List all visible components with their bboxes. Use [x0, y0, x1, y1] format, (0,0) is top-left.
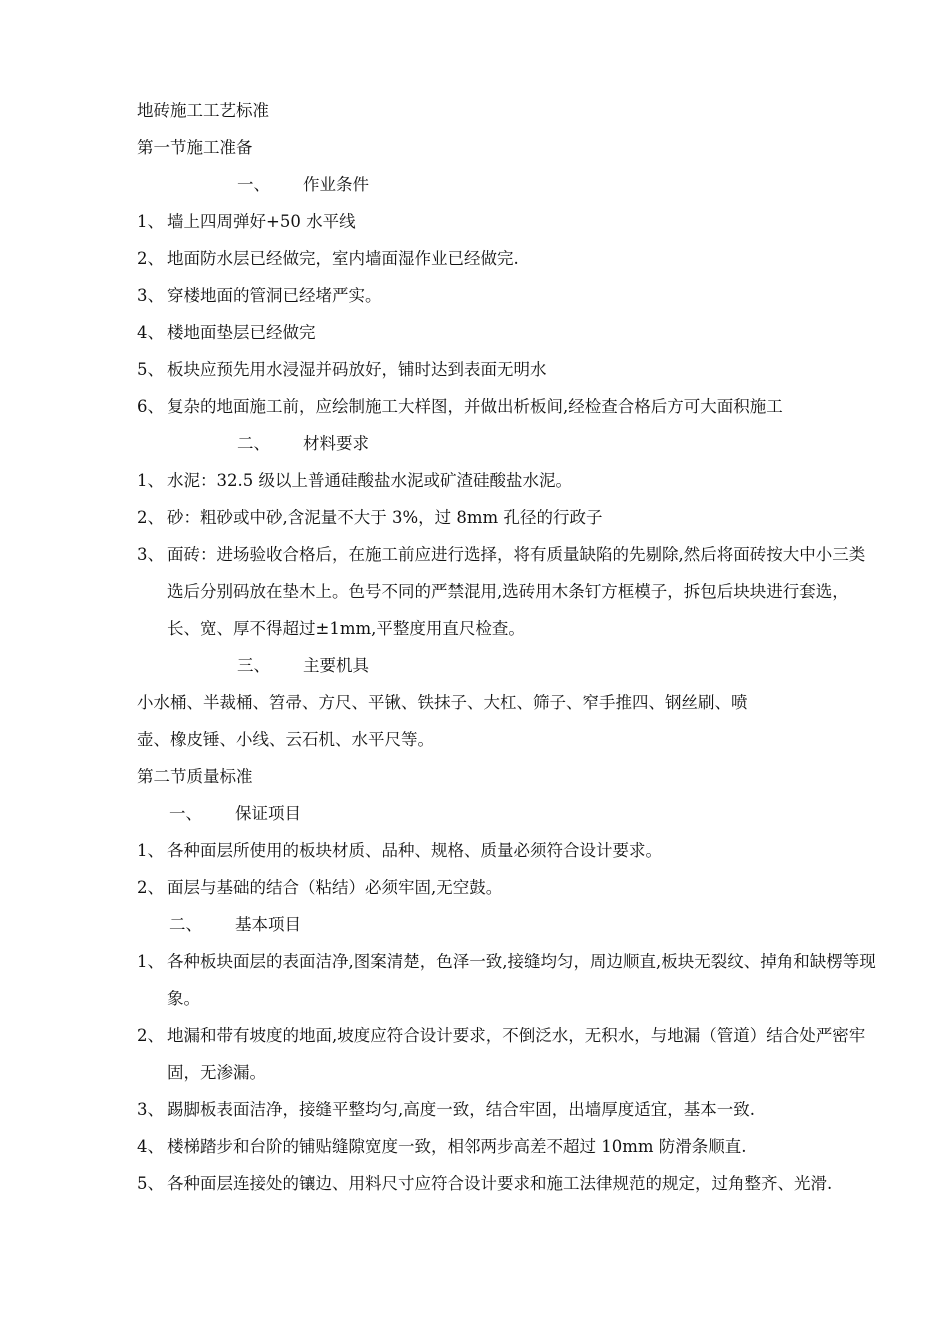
- item-text: 地面防水层已经做完，室内墙面湿作业已经做完.: [167, 249, 519, 268]
- item-text: 砂：粗砂或中砂,含泥量不大于 3%，过 8mm 孔径的行政子: [167, 508, 603, 527]
- section1-heading: 第一节施工准备: [137, 138, 253, 157]
- section1-part1-heading: [137, 166, 877, 203]
- item-text: 墙上四周弹好+50 水平线: [167, 212, 356, 231]
- document-title: 地砖施工工艺标准: [137, 101, 269, 120]
- section1-part3-num: 三、: [237, 656, 270, 675]
- item-number: 1、: [137, 841, 164, 860]
- item-text: 各种面层连接处的镶边、用料尺寸应符合设计要求和施工法律规范的规定，过角整齐、光滑.: [167, 1174, 833, 1193]
- list-item: [137, 203, 877, 240]
- item-number: 2、: [137, 508, 164, 527]
- item-text: 复杂的地面施工前，应绘制施工大样图，并做出析板间,经检查合格后方可大面积施工: [167, 397, 783, 416]
- item-text: 面层与基础的结合（粘结）必须牢固,无空鼓。: [167, 878, 503, 897]
- list-item: [137, 499, 877, 536]
- item-number: 5、: [137, 360, 164, 379]
- item-text: 面砖：进场验收合格后，在施工前应进行选择，将有质量缺陷的先剔除,然后将面砖按大中小三类选后分别码放在垫木上。色号不同的严禁混用,选砖用木条钉方框模子，拆包后块块进行套选，长、宽、厚不得超过±1mm,平整度用直尺检查。: [167, 545, 866, 638]
- section1-part3-title: 主要机具: [303, 656, 369, 675]
- item-text: 楼地面垫层已经做完: [167, 323, 316, 342]
- section1-part1-num: 一、: [237, 175, 270, 194]
- item-number: 1、: [137, 952, 164, 971]
- section2-part1-title: 保证项目: [235, 804, 301, 823]
- section2-part2-heading: [137, 906, 877, 943]
- item-number: 1、: [137, 212, 164, 231]
- list-item: [137, 832, 877, 869]
- item-text: 水泥：32.5 级以上普通硅酸盐水泥或矿渣硅酸盐水泥。: [167, 471, 572, 490]
- item-text: 踢脚板表面洁净，接缝平整均匀,高度一致，结合牢固，出墙厚度适宜，基本一致.: [167, 1100, 755, 1119]
- item-text: 板块应预先用水浸湿并码放好，铺时达到表面无明水: [167, 360, 547, 379]
- section1-part2-title: 材料要求: [303, 434, 369, 453]
- item-number: 4、: [137, 323, 164, 342]
- item-text: 各种板块面层的表面洁净,图案清楚，色泽一致,接缝均匀，周边顺直,板块无裂纹、掉角和缺楞等现象。: [167, 952, 876, 1008]
- list-item: [137, 943, 877, 1017]
- list-item: [137, 869, 877, 906]
- section1-part1-title: 作业条件: [303, 175, 369, 194]
- item-number: 2、: [137, 249, 164, 268]
- item-number: 3、: [137, 545, 164, 564]
- list-item: [137, 240, 877, 277]
- item-number: 6、: [137, 397, 164, 416]
- section1-part3-heading: [137, 647, 877, 684]
- section2-part2-num: 二、: [169, 915, 202, 934]
- tools-list-line1: 小水桶、半裁桶、笤帚、方尺、平锹、铁抹子、大杠、筛子、窄手推四、钢丝刷、喷: [137, 693, 748, 712]
- list-item: [137, 1128, 877, 1165]
- document-page: [137, 92, 877, 1202]
- list-item: [137, 536, 877, 647]
- item-number: 1、: [137, 471, 164, 490]
- tools-list-line2: 壶、橡皮锤、小线、云石机、水平尺等。: [137, 730, 434, 749]
- item-text: 地漏和带有坡度的地面,坡度应符合设计要求，不倒泛水，无积水，与地漏（管道）结合处严密牢固，无渗漏。: [167, 1026, 866, 1082]
- section1-part2-heading: [137, 425, 877, 462]
- list-item: [137, 314, 877, 351]
- item-number: 5、: [137, 1174, 164, 1193]
- list-item: [137, 1165, 877, 1202]
- list-item: [137, 462, 877, 499]
- item-number: 3、: [137, 286, 164, 305]
- section1-part2-num: 二、: [237, 434, 270, 453]
- item-number: 2、: [137, 878, 164, 897]
- section2-part1-num: 一、: [169, 804, 202, 823]
- section2-part1-heading: [137, 795, 877, 832]
- list-item: [137, 388, 877, 425]
- item-text: 楼梯踏步和台阶的铺贴缝隙宽度一致，相邻两步高差不超过 10mm 防滑条顺直.: [167, 1137, 747, 1156]
- item-number: 4、: [137, 1137, 164, 1156]
- section2-part2-title: 基本项目: [235, 915, 301, 934]
- section2-heading: 第二节质量标准: [137, 767, 253, 786]
- item-text: 各种面层所使用的板块材质、品种、规格、质量必须符合设计要求。: [167, 841, 662, 860]
- list-item: [137, 1017, 877, 1091]
- list-item: [137, 351, 877, 388]
- item-text: 穿楼地面的管洞已经堵严实。: [167, 286, 382, 305]
- list-item: [137, 1091, 877, 1128]
- item-number: 2、: [137, 1026, 164, 1045]
- item-number: 3、: [137, 1100, 164, 1119]
- list-item: [137, 277, 877, 314]
